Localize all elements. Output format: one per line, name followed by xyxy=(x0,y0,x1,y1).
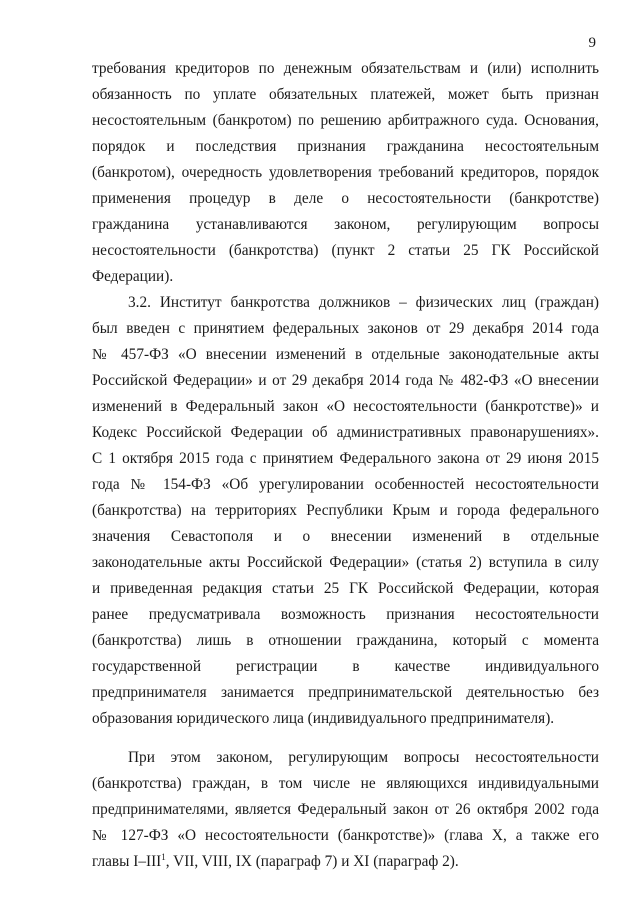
paragraph-2 xyxy=(92,290,599,732)
text-line xyxy=(92,849,599,875)
text-line: Кодекс Российской Федерации об административных правонарушениях». xyxy=(92,424,599,441)
page-number: 9 xyxy=(588,35,596,51)
text-line: требования кредиторов по денежным обязательствам и (или) исполнить xyxy=(92,60,599,77)
text-line: обязанность по уплате обязательных платежей, может быть признан xyxy=(92,86,599,103)
text-line: предпринимателя занимается предпринимательской деятельностью без xyxy=(92,684,599,701)
text-line: государственной регистрации в качестве индивидуального xyxy=(92,658,599,675)
text-line: и приведенная редакция статьи 25 ГК Российской Федерации, которая xyxy=(92,580,599,597)
text-line: (банкротства) лишь в отношении гражданина, который с момента xyxy=(92,632,599,649)
text-line: ранее предусматривала возможность признания несостоятельности xyxy=(92,606,599,623)
paragraph-1 xyxy=(92,56,599,290)
text-line: изменений в Федеральный закон «О несостоятельности (банкротстве)» и xyxy=(92,398,599,415)
text-line: 3.2. Институт банкротства должников – физических лиц (граждан) xyxy=(128,294,599,311)
text-line: № 127-ФЗ «О несостоятельности (банкротстве)» (глава X, а также его xyxy=(92,827,599,844)
text-line: несостоятельным (банкротом) по решению арбитражного суда. Основания, xyxy=(92,112,599,129)
text-line: При этом законом, регулирующим вопросы несостоятельности xyxy=(128,749,599,766)
text-line: предпринимателями, является Федеральный закон от 26 октября 2002 года xyxy=(92,801,599,818)
text-line: года № 154-ФЗ «Об урегулировании особенностей несостоятельности xyxy=(92,476,599,493)
text-line: Российской Федерации» и от 29 декабря 2014 года № 482-ФЗ «О внесении xyxy=(92,372,599,389)
document-body xyxy=(92,56,599,875)
text-line: (банкротства) граждан, в том числе не являющихся индивидуальными xyxy=(92,775,599,792)
text-line: значения Севастополя и о внесении изменений в отдельные xyxy=(92,528,599,545)
text-line: (банкротства) на территориях Республики Крым и города федерального xyxy=(92,502,599,519)
text-line: С 1 октября 2015 года с принятием Федерального закона от 29 июня 2015 xyxy=(92,450,599,467)
text-line: (банкротом), очередность удовлетворения требований кредиторов, порядок xyxy=(92,164,599,181)
text-line: Федерации). xyxy=(92,268,174,285)
text-line: применения процедур в деле о несостоятельности (банкротстве) xyxy=(92,190,599,207)
text-line: был введен с принятием федеральных законов от 29 декабря 2014 года xyxy=(92,320,599,337)
text-segment: , VII, VIII, IX (параграф 7) и XI (параграф 2). xyxy=(165,853,459,870)
text-line: порядок и последствия признания гражданина несостоятельным xyxy=(92,138,599,155)
superscript: 1 xyxy=(161,851,166,862)
text-line: образования юридического лица (индивидуального предпринимателя). xyxy=(92,710,555,727)
text-segment: главы I–III xyxy=(92,853,162,870)
text-line: № 457-ФЗ «О внесении изменений в отдельные законодательные акты xyxy=(92,346,599,363)
paragraph-3 xyxy=(92,745,599,875)
text-line: гражданина устанавливаются законом, регулирующим вопросы xyxy=(92,216,599,233)
text-line: несостоятельности (банкротства) (пункт 2 статьи 25 ГК Российской xyxy=(92,242,599,259)
text-line: законодательные акты Российской Федерации» (статья 2) вступила в силу xyxy=(92,554,599,571)
